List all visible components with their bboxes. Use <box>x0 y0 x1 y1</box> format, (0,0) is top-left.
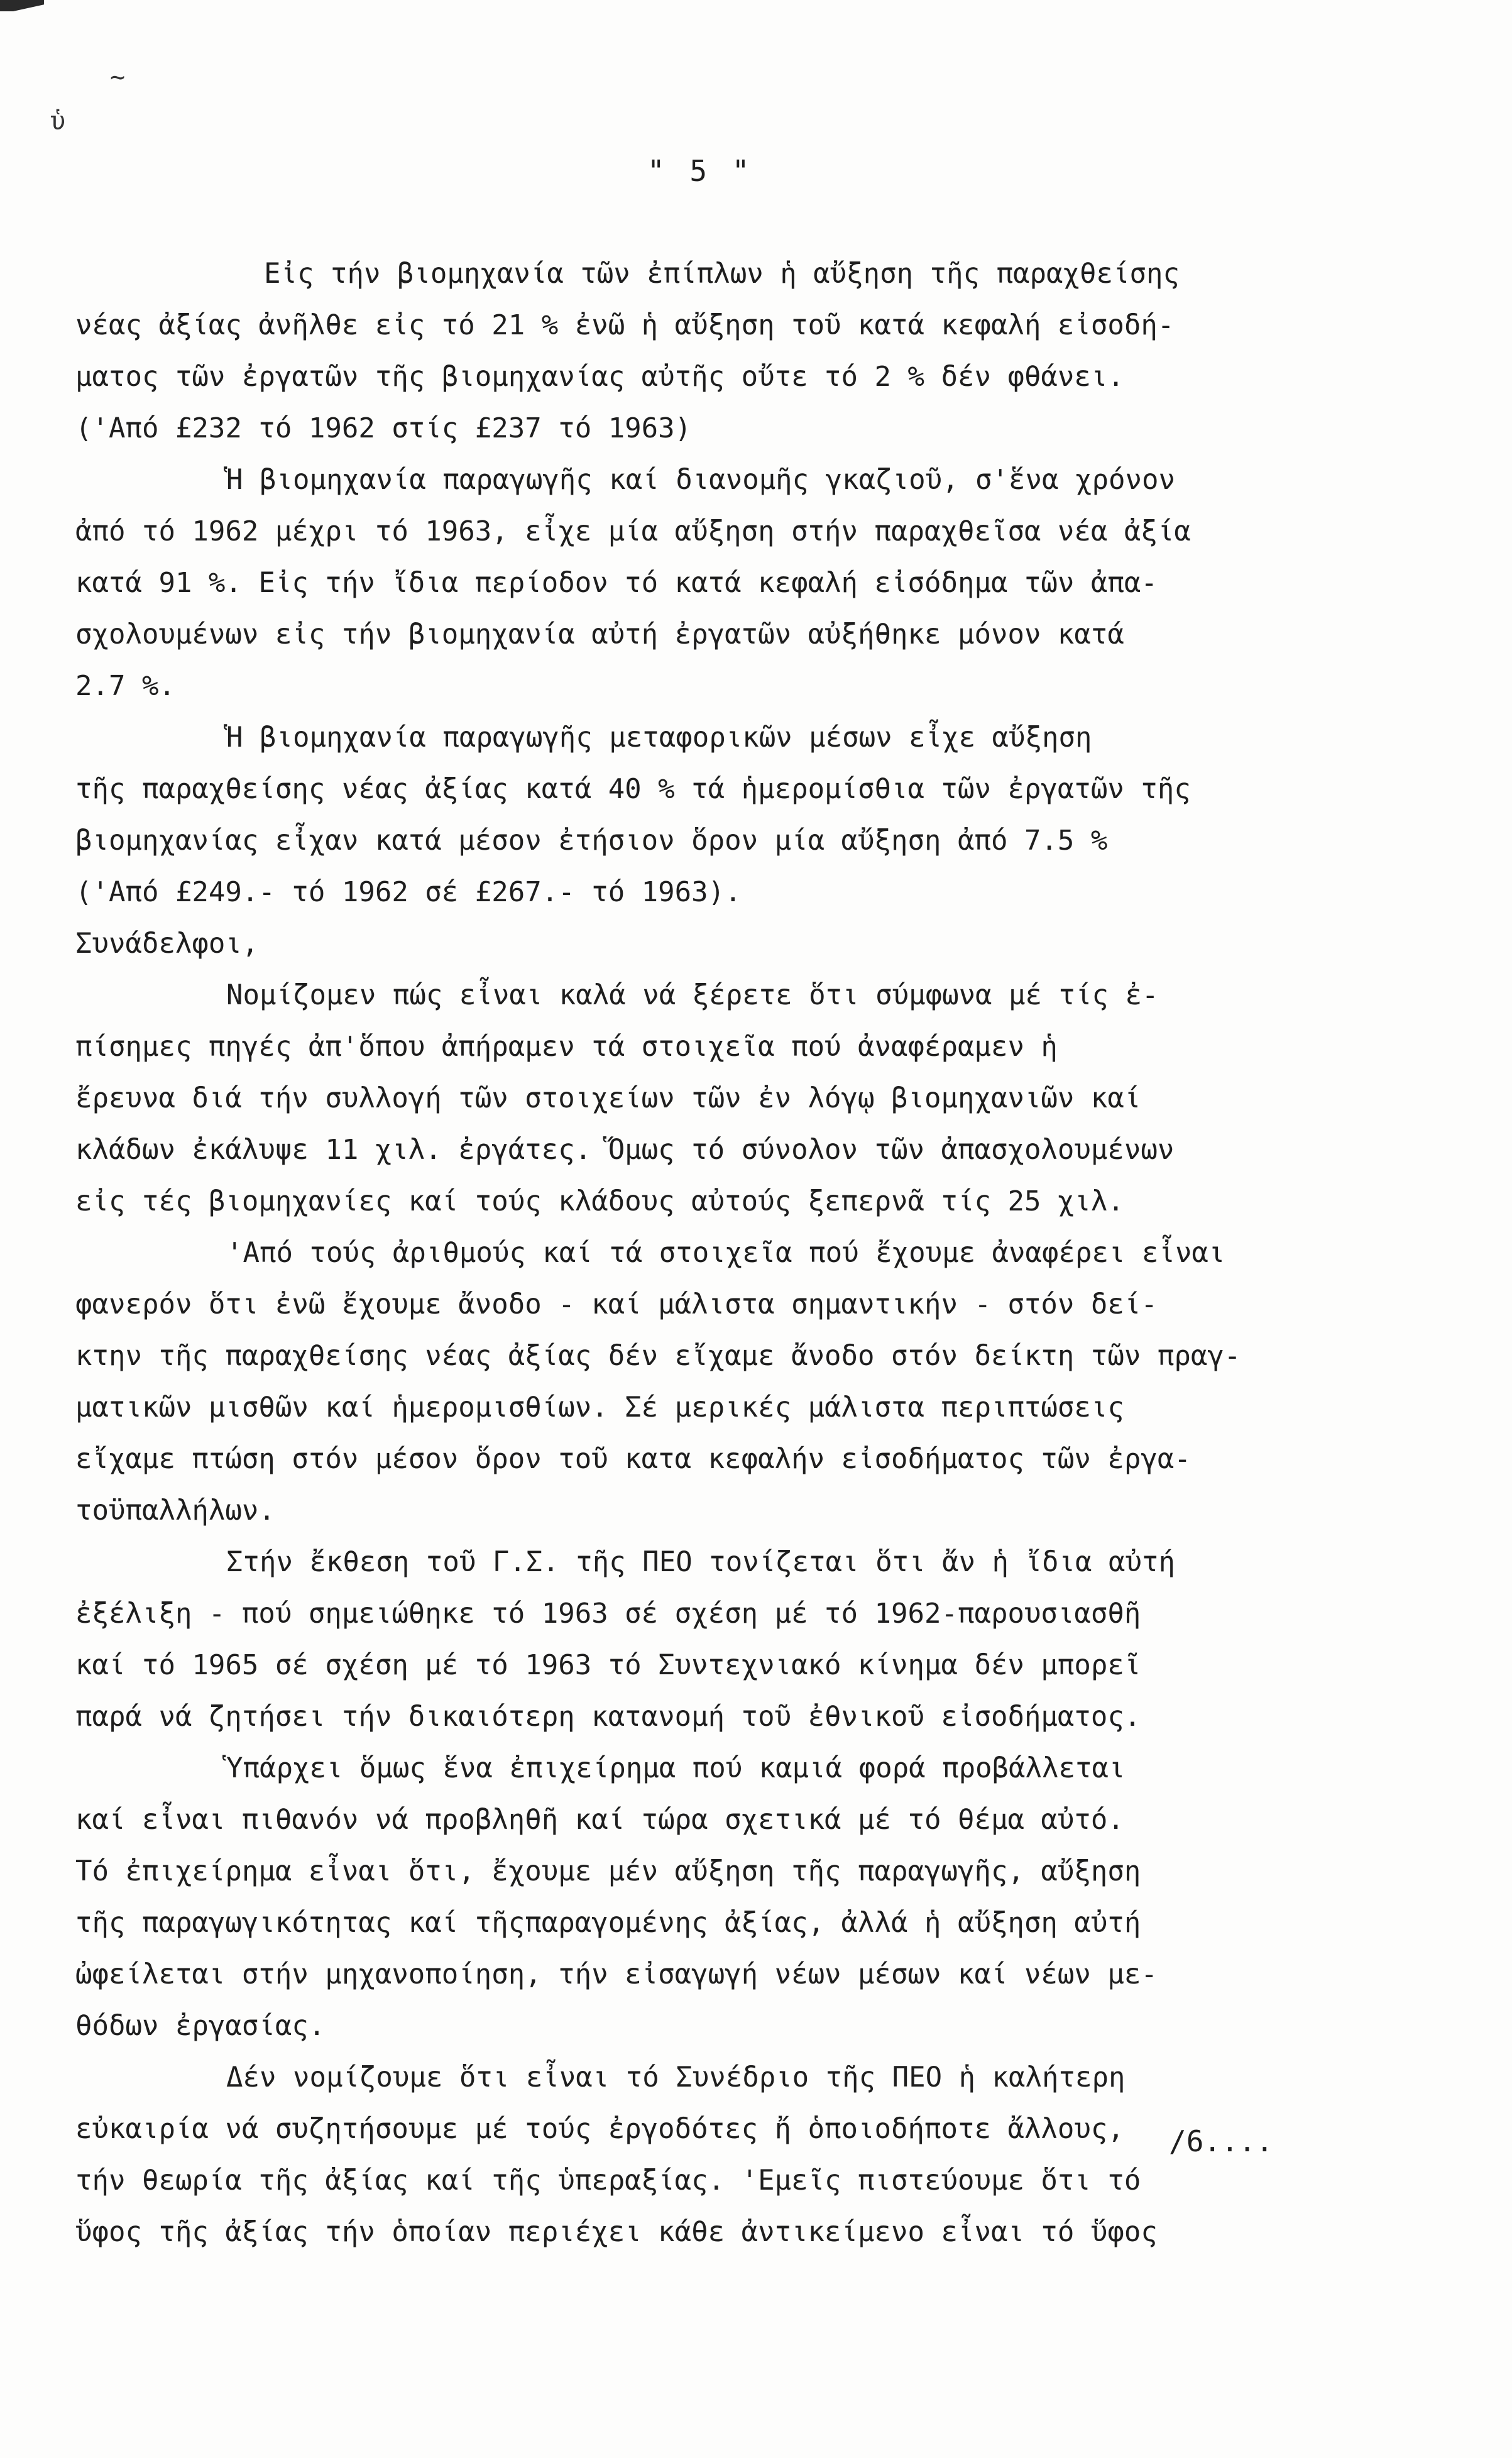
text-line: Νομίζομεν πώς εἶναι καλά νά ξέρετε ὅτι σύμφωνα μέ τίς ἐ- <box>226 979 1159 1011</box>
text-line: ('Από £232 τό 1962 στίς £237 τό 1963) <box>75 412 692 444</box>
text-line: Ἡ βιομηχανία παραγωγῆς μεταφορικῶν μέσων εἶχε αὔξηση <box>226 721 1092 754</box>
text-line: κτην τῆς παραχθείσης νέας ἀξίας δέν εἴχαμε ἄνοδο στόν δείκτη τῶν πραγ- <box>75 1340 1241 1372</box>
text-line: καί εἶναι πιθανόν νά προβληθῆ καί τώρα σχετικά μέ τό θέμα αὐτό. <box>75 1804 1124 1836</box>
text-line: κατά 91 %. Εἰς τήν ἴδια περίοδον τό κατά κεφαλή εἰσόδημα τῶν ἀπα- <box>75 567 1158 599</box>
stray-tilde-mark: ~ <box>110 63 126 92</box>
text-line: παρά νά ζητήσει τήν δικαιότερη κατανομή τοῦ ἐθνικοῦ εἰσοδήματος. <box>75 1701 1141 1733</box>
text-line: εὐκαιρία νά συζητήσουμε μέ τούς ἐργοδότες ἤ ὁποιοδήποτε ἄλλους, <box>75 2113 1124 2145</box>
text-line: ματος τῶν ἐργατῶν τῆς βιομηχανίας αὐτῆς οὔτε τό 2 % δέν φθάνει. <box>75 361 1124 393</box>
text-line: ἔρευνα διά τήν συλλογή τῶν στοιχείων τῶν ἐν λόγῳ βιομηχανιῶν καί <box>75 1082 1141 1114</box>
text-line: ματικῶν μισθῶν καί ἡμερομισθίων. Σέ μερικές μάλιστα περιπτώσεις <box>75 1391 1124 1424</box>
text-line: σχολουμένων εἰς τήν βιομηχανία αὐτή ἐργατῶν αὐξήθηκε μόνον κατά <box>75 618 1124 650</box>
text-line: Ἡ βιομηχανία παραγωγῆς καί διανομῆς γκαζιοῦ, σ'ἕνα χρόνον <box>226 464 1175 496</box>
text-line: εἴχαμε πτώση στόν μέσον ὅρον τοῦ κατα κεφαλήν εἰσοδήματος τῶν ἐργα- <box>75 1443 1191 1475</box>
stray-scribble-mark: ὑ <box>50 107 66 136</box>
text-line: τῆς παραγωγικότητας καί τῆςπαραγομένης ἀξίας, ἀλλά ἡ αὔξηση αὐτή <box>75 1907 1141 1939</box>
text-line: θόδων ἐργασίας. <box>75 2010 326 2042</box>
text-line: φανερόν ὅτι ἐνῶ ἔχουμε ἄνοδο - καί μάλιστα σημαντικήν - στόν δεί- <box>75 1288 1158 1320</box>
text-line: ἀπό τό 1962 μέχρι τό 1963, εἶχε μία αὔξηση στήν παραχθεῖσα νέα ἀξία <box>75 515 1191 547</box>
text-line: Ὑπάρχει ὅμως ἕνα ἐπιχείρημα πού καμιά φορά προβάλλεται <box>226 1752 1126 1784</box>
text-line: τοϋπαλλήλων. <box>75 1495 275 1527</box>
text-line: ἐξέλιξη - πού σημειώθηκε τό 1963 σέ σχέση μέ τό 1962-παρουσιασθῆ <box>75 1598 1141 1630</box>
text-line: πίσημες πηγές ἀπ'ὅπου ἀπήραμεν τά στοιχεῖα πού ἀναφέραμεν ἡ <box>75 1031 1058 1063</box>
text-line: ὕφος τῆς ἀξίας τήν ὁποίαν περιέχει κάθε ἀντικείμενο εἶναι τό ὕφος <box>75 2216 1158 2248</box>
text-line: κλάδων ἐκάλυψε 11 χιλ. ἐργάτες. Ὅμως τό σύνολον τῶν ἀπασχολουμένων <box>75 1134 1175 1166</box>
continuation-marker: /6.... <box>1169 2124 1274 2158</box>
page-number: " 5 " <box>647 154 753 188</box>
text-line: ('Από £249.- τό 1962 σέ £267.- τό 1963). <box>75 876 742 908</box>
scan-corner-mark <box>0 0 44 11</box>
text-line: νέας ἀξίας ἀνῆλθε εἰς τό 21 % ἐνῶ ἡ αὔξηση τοῦ κατά κεφαλή εἰσοδή- <box>75 309 1175 341</box>
text-line: Τό ἐπιχείρημα εἶναι ὅτι, ἔχουμε μέν αὔξηση τῆς παραγωγῆς, αὔξηση <box>75 1855 1141 1887</box>
text-line: τήν θεωρία τῆς ἀξίας καί τῆς ὑπεραξίας. 'Εμεῖς πιστεύουμε ὅτι τό <box>75 2164 1141 2197</box>
text-line: Δέν νομίζουμε ὅτι εἶναι τό Συνέδριο τῆς ΠΕΟ ἡ καλήτερη <box>226 2061 1126 2093</box>
salutation: Συνάδελφοι, <box>75 928 259 960</box>
typed-text-body <box>75 248 1383 2258</box>
text-line: τῆς παραχθείσης νέας ἀξίας κατά 40 % τά ἡμερομίσθια τῶν ἐργατῶν τῆς <box>75 773 1191 805</box>
text-line: καί τό 1965 σέ σχέση μέ τό 1963 τό Συντεχνιακό κίνημα δέν μπορεῖ <box>75 1649 1141 1681</box>
text-line: Εἰς τήν βιομηχανία τῶν ἐπίπλων ἡ αὔξηση τῆς παραχθείσης <box>264 258 1180 290</box>
text-line: ὠφείλεται στήν μηχανοποίηση, τήν εἰσαγωγή νέων μέσων καί νέων με- <box>75 1958 1158 1990</box>
text-line: εἰς τές βιομηχανίες καί τούς κλάδους αὐτούς ξεπερνᾶ τίς 25 χιλ. <box>75 1185 1124 1217</box>
text-line: Στήν ἔκθεση τοῦ Γ.Σ. τῆς ΠΕΟ τονίζεται ὅτι ἄν ἡ ἴδια αὐτή <box>226 1546 1175 1578</box>
text-line: βιομηχανίας εἶχαν κατά μέσον ἐτήσιον ὅρον μία αὔξηση ἀπό 7.5 % <box>75 825 1108 857</box>
text-line: 'Από τούς ἀριθμούς καί τά στοιχεῖα πού ἔχουμε ἀναφέρει εἶναι <box>226 1237 1225 1269</box>
text-line: 2.7 %. <box>75 670 175 702</box>
